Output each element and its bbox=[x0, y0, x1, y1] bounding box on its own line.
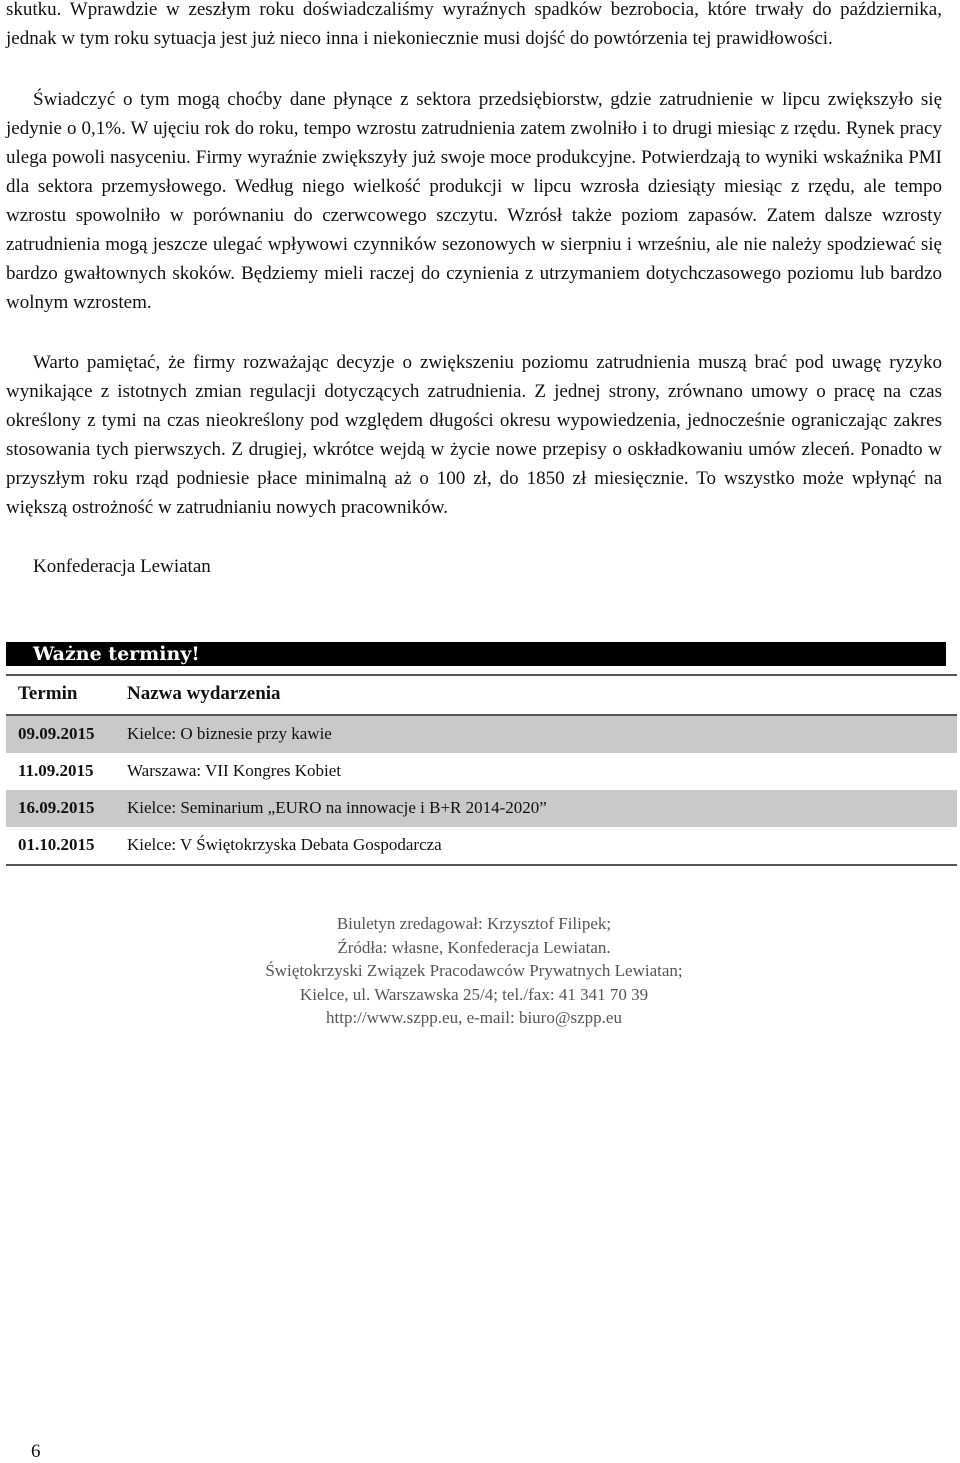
table-row bbox=[6, 790, 957, 827]
credits-line-organization: Świętokrzyski Związek Pracodawców Prywatnych Lewiatan; bbox=[265, 961, 683, 980]
important-dates-heading: Ważne terminy! bbox=[33, 643, 200, 665]
page-number: 6 bbox=[31, 1441, 41, 1462]
events-table bbox=[6, 674, 957, 866]
table-row bbox=[6, 716, 957, 753]
bulletin-credits bbox=[0, 912, 948, 1030]
event-name: Kielce: V Świętokrzyska Debata Gospodarcza bbox=[127, 835, 442, 854]
article-paragraph-1: skutku. Wprawdzie w zeszłym roku doświadczaliśmy wyraźnych spadków bezrobocia, które trwały do października, jednak w tym roku sytuacja jest już nieco inna i niekoniecznie musi dojść do powtórzenia tej prawidłowości. bbox=[6, 0, 942, 49]
table-row bbox=[6, 827, 957, 864]
event-date: 11.09.2015 bbox=[18, 761, 94, 780]
table-row bbox=[6, 753, 957, 790]
event-name: Warszawa: VII Kongres Kobiet bbox=[127, 761, 342, 780]
credits-line-editor: Biuletyn zredagował: Krzysztof Filipek; bbox=[336, 914, 612, 933]
table-header-row bbox=[6, 676, 957, 714]
article-signature: Konfederacja Lewiatan bbox=[33, 556, 211, 577]
event-date: 09.09.2015 bbox=[18, 724, 95, 743]
column-header-date: Termin bbox=[18, 683, 78, 704]
credits-line-address: Kielce, ul. Warszawska 25/4; tel./fax: 41 341 70 39 bbox=[299, 984, 649, 1004]
event-name: Kielce: O biznesie przy kawie bbox=[127, 724, 332, 743]
article-paragraph-3: Warto pamiętać, że firmy rozważając decyzje o zwiększeniu poziomu zatrudnienia muszą brać pod uwagę ryzyko wynikające z istotnych zmian regulacji dotyczących zatrudnienia. Z jednej strony, zrównano umowy o pracę na czas określony z tymi na czas nieokreślony pod względem długości okresu wypowiedzenia, jednocześnie ograniczając zakres stosowania tych pierwszych. Z drugiej, wkrótce wejdą w życie nowe przepisy o oskładkowaniu umów zleceń. Ponadto w przyszłym roku rząd podniesie płace minimalną aż o 100 zł, do 1850 zł miesięcznie. To wszystko może wpłynąć na większą ostrożność w zatrudnianiu nowych pracowników. bbox=[6, 352, 942, 518]
event-date: 01.10.2015 bbox=[18, 835, 95, 854]
credits-line-sources: Źródła: własne, Konfederacja Lewiatan. bbox=[337, 937, 611, 957]
event-date: 16.09.2015 bbox=[18, 798, 95, 817]
event-name: Kielce: Seminarium „EURO na innowacje i B+R 2014-2020” bbox=[127, 798, 547, 817]
column-header-event-name: Nazwa wydarzenia bbox=[127, 683, 281, 704]
credits-line-web-email[interactable]: http://www.szpp.eu, e-mail: biuro@szpp.eu bbox=[326, 1008, 622, 1027]
table-bottom-rule bbox=[6, 864, 957, 866]
important-dates-heading-bar bbox=[6, 642, 946, 666]
article-paragraph-2: Świadczyć o tym mogą choćby dane płynące z sektora przedsiębiorstw, gdzie zatrudnienie w lipcu zwiększyło się jedynie o 0,1%. W ujęciu rok do roku, tempo wzrostu zatrudnienia zatem zwolniło i to drugi miesiąc z rzędu. Rynek pracy ulega powoli nasyceniu. Firmy wyraźnie zwiększyły już swoje moce produkcyjne. Potwierdzają to wyniki wskaźnika PMI dla sektora przemysłowego. Według niego wielkość produkcji w lipcu wzrosła dziesiąty miesiąc z rzędu, ale tempo wzrostu spowolniło w porównaniu do czerwcowego szczytu. Wzrósł także poziom zapasów. Zatem dalsze wzrosty zatrudnienia mogą jeszcze ulegać wpływowi czynników sezonowych w sierpniu i wrześniu, ale nie należy spodziewać się bardzo gwałtownych skoków. Będziemy mieli raczej do czynienia z utrzymaniem dotychczasowego poziomu lub bardzo wolnym wzrostem. bbox=[6, 89, 942, 313]
